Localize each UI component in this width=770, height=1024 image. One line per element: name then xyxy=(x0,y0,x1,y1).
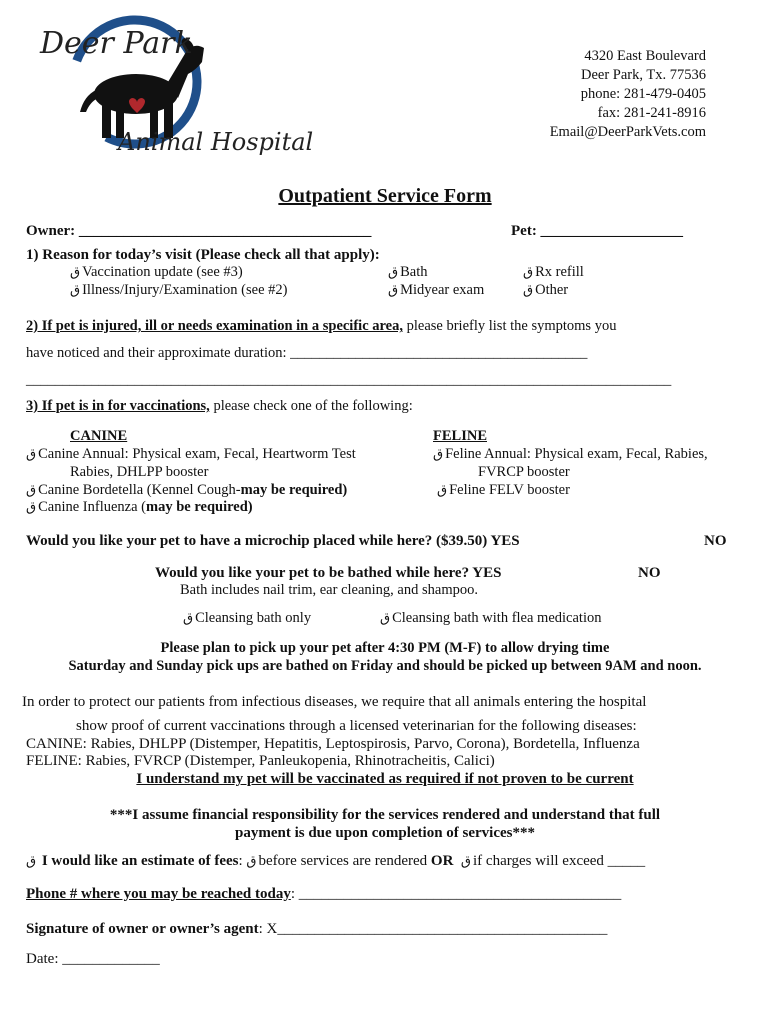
checkbox-icon[interactable]: ﻕ xyxy=(433,446,444,461)
bath-includes: Bath includes nail trim, ear cleaning, and shampoo. xyxy=(180,582,478,598)
bath-question[interactable]: Would you like your pet to be bathed while here? YES xyxy=(155,565,502,581)
checkbox-icon[interactable]: ﻕ xyxy=(70,264,81,279)
logo-text-top: Deer Park xyxy=(40,26,193,61)
canine-annual-line2: Rabies, DHLPP booster xyxy=(70,464,209,480)
estimate-exceed[interactable]: if charges will exceed _____ xyxy=(473,853,646,869)
canine-annual-option[interactable] xyxy=(26,446,356,463)
fax-number: fax: 281-241-8916 xyxy=(597,105,706,121)
canine-bordetella-option[interactable] xyxy=(26,482,347,499)
option-label: Cleansing bath with flea medication xyxy=(392,610,602,626)
option-label: Feline Annual: Physical exam, Fecal, Rabies, xyxy=(445,446,708,462)
option-vaccination[interactable] xyxy=(70,264,243,281)
form-title: Outpatient Service Form xyxy=(278,185,492,207)
date-field[interactable]: Date: _____________ xyxy=(26,951,160,967)
microchip-question[interactable]: Would you like your pet to have a microchip placed while here? ($39.50) YES xyxy=(26,533,520,549)
option-label: Canine Annual: Physical exam, Fecal, Heartworm Test xyxy=(38,446,356,462)
feline-felv-option[interactable] xyxy=(437,482,570,499)
option-label: Midyear exam xyxy=(400,282,485,298)
checkbox-icon[interactable]: ﻕ xyxy=(523,264,534,279)
feline-annual-option[interactable] xyxy=(433,446,708,463)
section2-line1 xyxy=(26,318,616,335)
pet-field[interactable]: Pet: ___________________ xyxy=(511,223,684,239)
checkbox-icon[interactable]: ﻕ xyxy=(460,853,471,868)
checkbox-icon[interactable]: ﻕ xyxy=(70,282,81,297)
checkbox-icon[interactable]: ﻕ xyxy=(388,264,399,279)
option-rx[interactable] xyxy=(523,264,584,281)
symptoms-field-2[interactable]: _________________________________________________________________________________________ xyxy=(26,372,672,388)
option-midyear[interactable] xyxy=(388,282,484,299)
financial-line2: payment is due upon completion of services*** xyxy=(235,825,535,841)
phone-label: Phone # where you may be reached today xyxy=(26,886,291,902)
feline-annual-line2: FVRCP booster xyxy=(478,464,570,480)
pickup-line2: Saturday and Sunday pick ups are bathed on Friday and should be picked up between 9AM and noon. xyxy=(68,658,702,674)
policy-line2: show proof of current vaccinations through a licensed veterinarian for the following diseases: xyxy=(76,718,637,734)
address-line1: 4320 East Boulevard xyxy=(584,48,706,64)
policy-feline: FELINE: Rabies, FVRCP (Distemper, Panleukopenia, Rhinotracheitis, Calici) xyxy=(26,753,495,769)
financial-line1: ***I assume financial responsibility for the services rendered and understand that full xyxy=(109,807,661,823)
pickup-line1: Please plan to pick up your pet after 4:30 PM (M-F) to allow drying time xyxy=(160,640,610,656)
owner-field[interactable]: Owner: _______________________________________ xyxy=(26,223,372,239)
checkbox-icon[interactable]: ﻕ xyxy=(380,610,391,625)
option-label: Canine Bordetella (Kennel Cough- xyxy=(38,482,241,498)
section2-text: please briefly list the symptoms you xyxy=(406,318,617,334)
checkbox-icon[interactable]: ﻕ xyxy=(26,482,37,497)
bath-no[interactable]: NO xyxy=(638,565,661,581)
option-label: Cleansing bath only xyxy=(195,610,312,626)
checkbox-icon[interactable]: ﻕ xyxy=(246,853,257,868)
checkbox-icon[interactable]: ﻕ xyxy=(26,853,37,868)
checkbox-icon[interactable]: ﻕ xyxy=(26,446,37,461)
estimate-row: ﻕ I would like an estimate of fees: ﻕ before services are rendered OR ﻕ if charges will exceed _____ xyxy=(26,853,646,869)
policy-line1: In order to protect our patients from infectious diseases, we require that all animals entering the hospital xyxy=(22,694,647,710)
signature-field[interactable] xyxy=(26,921,607,938)
bath-option-only[interactable] xyxy=(183,610,311,627)
canine-influenza-option[interactable] xyxy=(26,499,253,516)
option-illness[interactable] xyxy=(70,282,287,299)
bath-option-flea[interactable] xyxy=(380,610,601,627)
address-line2: Deer Park, Tx. 77536 xyxy=(581,67,706,83)
option-label: Rx refill xyxy=(535,264,584,280)
canine-header: CANINE xyxy=(70,428,128,444)
required-note: may be required) xyxy=(146,499,253,515)
checkbox-icon[interactable]: ﻕ xyxy=(26,499,37,514)
email-address[interactable]: Email@DeerParkVets.com xyxy=(549,124,706,140)
address-block xyxy=(550,47,706,142)
microchip-no[interactable]: NO xyxy=(704,533,727,549)
option-label: Canine Influenza ( xyxy=(38,499,146,515)
option-label: Bath xyxy=(400,264,428,280)
option-label: Illness/Injury/Examination (see #2) xyxy=(82,282,288,298)
checkbox-icon[interactable]: ﻕ xyxy=(523,282,534,297)
checkbox-icon[interactable]: ﻕ xyxy=(388,282,399,297)
section3-heading: 3) If pet is in for vaccinations, xyxy=(26,398,210,414)
option-label: Other xyxy=(535,282,569,298)
symptoms-field[interactable]: have noticed and their approximate duration: _________________________________________ xyxy=(26,345,588,361)
policy-canine: CANINE: Rabies, DHLPP (Distemper, Hepatitis, Leptospirosis, Parvo, Corona), Bordetella, Influenza xyxy=(26,736,640,752)
signature-line[interactable]: : X____________________________________________ xyxy=(258,921,608,937)
checkbox-icon[interactable]: ﻕ xyxy=(183,610,194,625)
required-note: may be required) xyxy=(240,482,348,498)
section2-heading: 2) If pet is injured, ill or needs examination in a specific area, xyxy=(26,318,403,334)
option-label: Feline FELV booster xyxy=(449,482,570,498)
phone-field[interactable] xyxy=(26,886,621,903)
vaccination-acknowledgement: I understand my pet will be vaccinated as required if not proven to be current xyxy=(136,771,634,787)
section3-text: please check one of the following: xyxy=(213,398,413,414)
section1-heading: 1) Reason for today’s visit (Please check all that apply): xyxy=(26,247,380,263)
option-bath[interactable] xyxy=(388,264,427,281)
phone-number: phone: 281-479-0405 xyxy=(580,86,706,102)
phone-line[interactable]: : ___________________________________________ xyxy=(290,886,622,902)
estimate-label: I would like an estimate of fees xyxy=(41,853,239,869)
option-other[interactable] xyxy=(523,282,568,299)
estimate-before: before services are rendered xyxy=(258,853,428,869)
estimate-or: OR xyxy=(430,853,454,869)
checkbox-icon[interactable]: ﻕ xyxy=(437,482,448,497)
logo-text-bottom: Animal Hospital xyxy=(118,128,314,156)
signature-label: Signature of owner or owner’s agent xyxy=(26,921,259,937)
feline-header: FELINE xyxy=(433,428,487,444)
option-label: Vaccination update (see #3) xyxy=(82,264,243,280)
section3-line1 xyxy=(26,398,413,415)
